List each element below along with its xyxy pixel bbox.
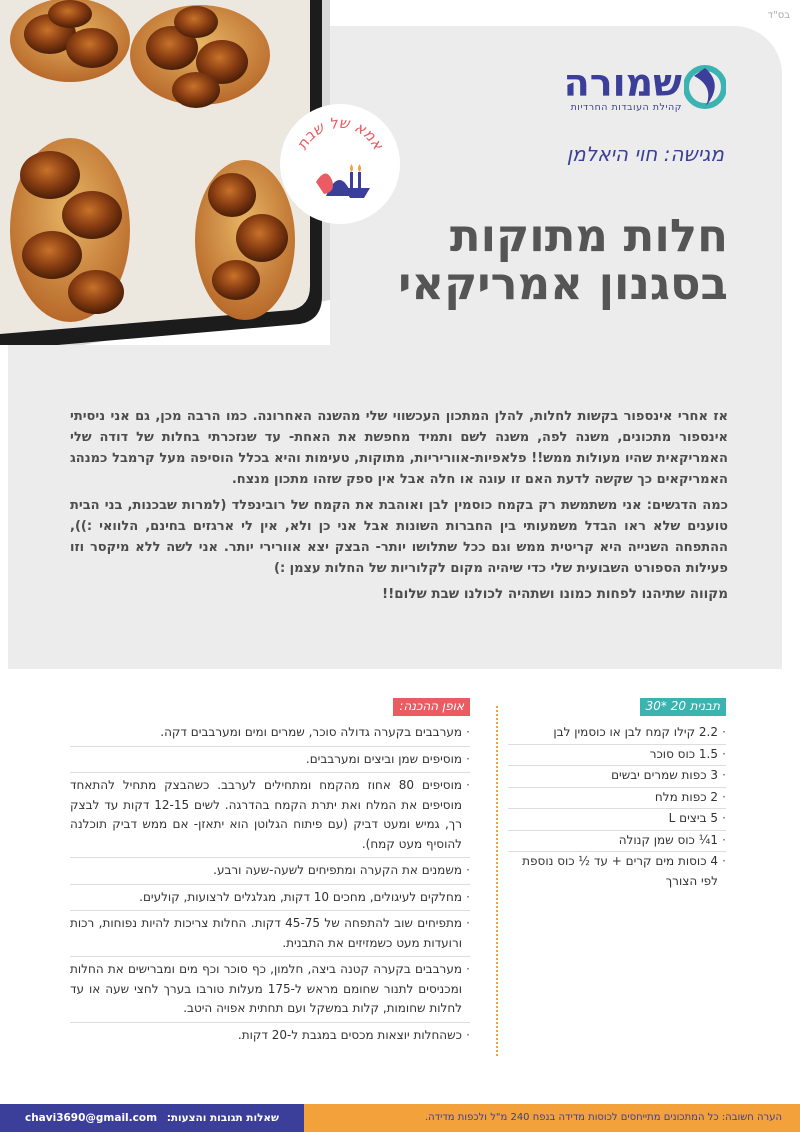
- ingredients-list: [508, 723, 726, 892]
- logo-name: שמורה: [563, 61, 682, 105]
- ingredient-item: · 1.5 כוס סוכר: [508, 745, 726, 767]
- preparation-step: · מערבבים בקערה גדולה סוכר, שמרים ומים ומערבבים דקה.: [70, 723, 470, 747]
- ingredient-item: · 1¼ כוס שמן קנולה: [508, 831, 726, 853]
- intro-paragraph: אז אחרי אינספור בקשות לחלות, להלן המתכון העכשווי שלי מהשנה האחרונה. כמו הרבה מכן, גם אני ניסיתי אינספור מתכונים, משנה לפה, משנה לשם ותמיד מחפשת את האחת- עד שנזכרתי בחלות של דודה שלי האמריקאית שהיו מעולות ממש!! פלאפיות-אווריריות, מתוקות, טעימות והיא בכלל הוסיפה מעל קרמבל כמנהג האמריקאים כך שקשה לדעת האם זו עוגה או חלה אבל אין ספק שזהו מתכון מנצח.: [70, 409, 728, 487]
- author-line: מגישה: חוי היאלמן: [566, 142, 724, 166]
- preparation-step: · מוסיפים 80 אחוז מהקמח ומתחילים לערבב. כשהבצק מתחיל להתאחד מוסיפים את המלח ואת יתרת הקמח בהדרגה. לשים 12-15 דקות עד לבצק רך, גמיש ומעט דביק (עם פיתוח הגלוטן הוא יתאזן- אם ממש דביק תוכלנה להוסיף מעט קמח).: [70, 776, 470, 858]
- intro-paragraph: כמה הדגשים: אני משתמשת רק בקמח כוסמין לבן ואוהבת את הקמח של רובינפלד (למרות שבכנות, בני הבית טוענים שלא ראו הבדל משמעותי בין החברות השונות אבל אני כן ולא, אין לי ארגזים בחינם, הלוואי :)), ההתפחה השנייה היא קריטית ממש וגם ככל שתלושו יותר- הבצק יצא אוורירי יותר. אני לשה ללא מיקסר וזו פעילות הספורט השבועית שלי כדי שיהיה מקום לקלוריות של החלות עצמן :): [70, 498, 728, 576]
- preparation-step: · מערבבים בקערה קטנה ביצה, חלמון, כף סוכר וכף מים ומברישים את החלות ומכניסים לתנור שחומם מראש ל-175 מעלות טורבו בערך לחצי שעה או עד לחלות שחומות, קלות במשקל ועם תחתית אפויה היטב.: [70, 960, 470, 1023]
- column-divider: [496, 706, 498, 1056]
- footer-note: הערה חשובה: כל המתכונים מתייחסים לכוסות מדידה בנפח 240 מ"ל ולכפות מדידה.: [304, 1104, 800, 1132]
- preparation-heading: אופן ההכנה:: [393, 698, 470, 716]
- ingredient-item: · 2 כפות מלח: [508, 788, 726, 810]
- ingredient-item: · 2.2 קילו קמח לבן או כוסמין לבן: [508, 723, 726, 745]
- logo-tagline: קהילת העובדות החרדיות: [570, 102, 682, 113]
- bsd-mark: בס"ד: [767, 10, 790, 21]
- svg-text:אמא של שבת: [293, 114, 388, 154]
- ima-shel-shabbat-stamp: [280, 104, 400, 224]
- preparation-step: · מחלקים לעיגולים, מחכים 10 דקות, מגלגלים לרצועות, קולעים.: [70, 888, 470, 912]
- preparation-step: · מתפיחים שוב להתפחה של 45-75 דקות. החלות צריכות להיות נפוחות, רכות ורועדות מעט כשמזיזים את התבנית.: [70, 914, 470, 957]
- intro-text: [70, 406, 728, 610]
- recipe-title: חלות מתוקות בסגנון אמריקאי: [398, 209, 728, 310]
- preparation-step: · כשהחלות יוצאות מכסים במגבת ל-20 דקות.: [70, 1026, 470, 1049]
- contact-email-link[interactable]: chavi3690@gmail.com: [24, 1112, 158, 1124]
- preparation-step: · משמנים את הקערה ומתפיחים לשעה-שעה ורבע.: [70, 861, 470, 885]
- ingredient-item: · 4 כוסות מים קרים + עד ½ כוס נוספת לפי הצורך: [508, 852, 726, 892]
- preparation-step: · מוסיפים שמן וביצים ומערבבים.: [70, 750, 470, 774]
- stamp-text: אמא של שבת: [292, 113, 388, 153]
- footer-contact: [0, 1104, 304, 1132]
- candles-icon: [316, 164, 370, 198]
- contact-label: שאלות תגובות והצעות:: [166, 1112, 280, 1124]
- preparation-list: [70, 723, 470, 1051]
- ingredient-item: · 3 כפות שמרים יבשים: [508, 766, 726, 788]
- shmura-logo-icon: [684, 64, 726, 110]
- ingredients-heading: תבנית 20 *30: [640, 698, 726, 716]
- shmura-logo: [510, 62, 726, 118]
- intro-paragraph: מקווה שתיהנו לפחות כמונו ושתהיה לכולנו שבת שלום!!: [381, 586, 728, 602]
- ingredient-item: · 5 ביצים L: [508, 809, 726, 831]
